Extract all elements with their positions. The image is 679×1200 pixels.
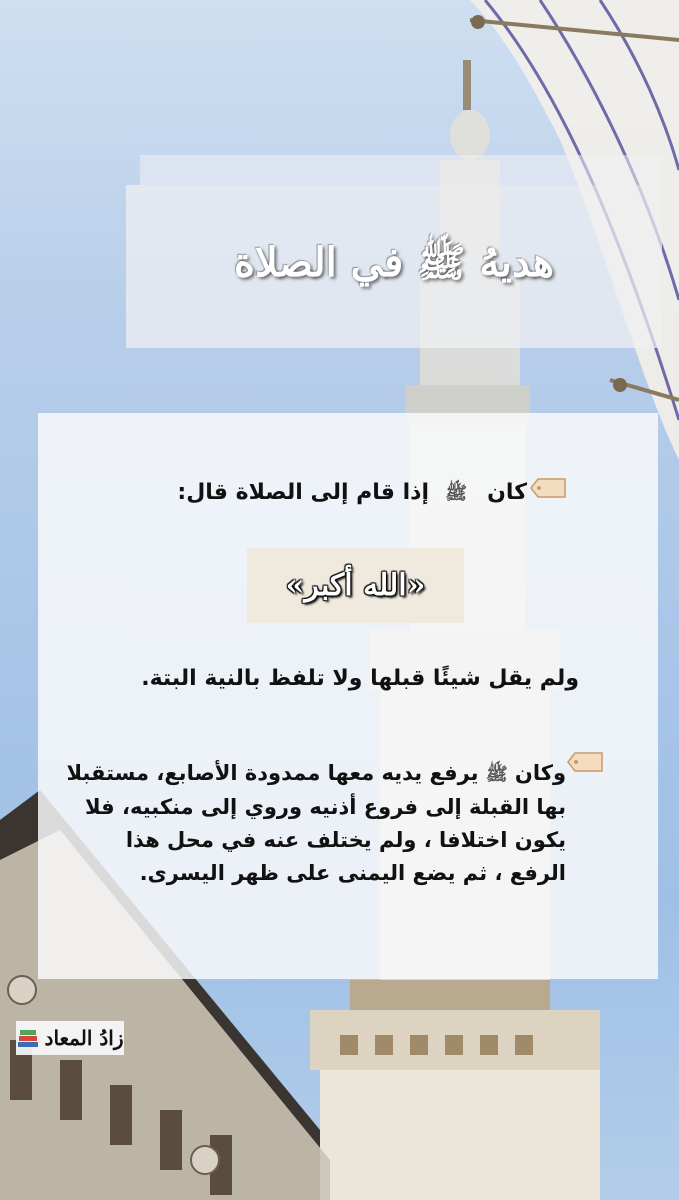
title-backdrop-top	[140, 155, 662, 185]
raising-hands-paragraph	[66, 757, 566, 890]
books-icon	[17, 1028, 39, 1048]
para-text: يرفع يديه معها ممدودة الأصابع، مستقبلا بها القبلة إلى فروع أذنيه وروي إلى منكبيه، فلا يكون اختلافا ، ولم يختلف عنه في محل هذا الرفع ، ثم يضع اليمنى على ظهر اليسرى.	[66, 761, 566, 885]
tag-icon	[567, 752, 603, 772]
brand-label: زادُ المعاد	[44, 1026, 124, 1050]
brand-badge	[16, 1021, 124, 1055]
page-title: هديهُ ﷺ في الصلاة	[233, 238, 555, 286]
honor-glyph-1: ﷺ	[445, 483, 467, 504]
takbir-text: «الله أكبر»	[285, 568, 426, 603]
para-start: وكان	[514, 761, 566, 785]
tag-icon	[530, 478, 566, 498]
intro-start: كان	[487, 480, 527, 505]
intro-end: إذا قام إلى الصلاة قال:	[177, 480, 429, 505]
honor-glyph-2: ﷺ	[485, 764, 508, 785]
intention-line: ولم يقل شيئًا قبلها ولا تلفظ بالنية البتة.	[141, 666, 579, 691]
